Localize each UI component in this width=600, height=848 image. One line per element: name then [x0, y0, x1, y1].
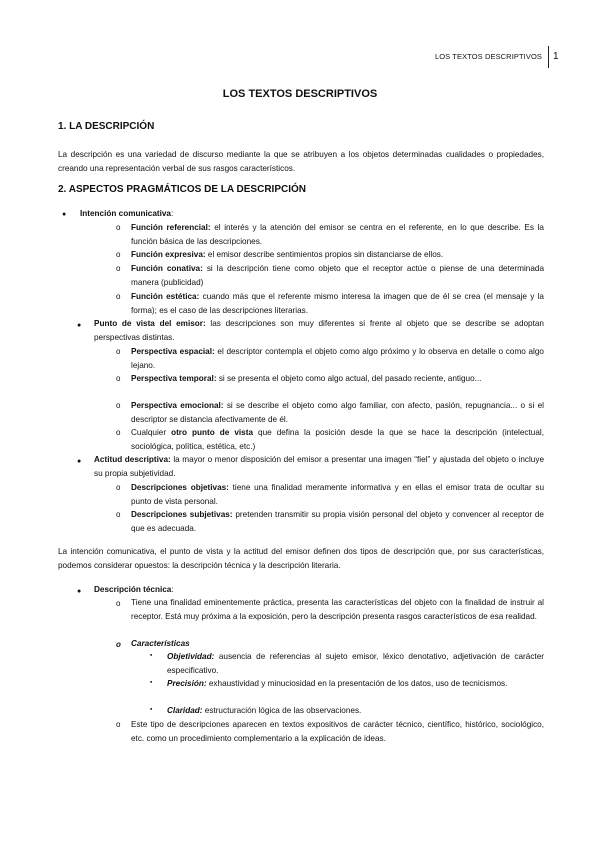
circle-bullet-icon: o — [116, 223, 121, 232]
tecnica-finalidad: Tiene una finalidad eminentemente práctica, presenta las características del objeto con la finalidad de instruir al receptor. Está muy próxima a la exposición, pero la descripción presenta rasgos característicos de esa realidad. — [131, 598, 544, 621]
circle-bullet-icon: o — [116, 374, 121, 383]
actitud-descriptiva: Actitud descriptiva: la mayor o menor disposición del emisor a presentar una imagen “fiel” y ajustada del objeto o incluye su propia subjetividad. — [94, 455, 544, 478]
circle-bullet-icon: o — [116, 347, 121, 356]
header-divider — [548, 46, 549, 68]
perspectiva-temporal: Perspectiva temporal: si se presenta el objeto como algo actual, del pasado reciente, antiguo... — [131, 374, 482, 383]
otro-punto-de-vista: Cualquier otro punto de vista que defina la posición desde la que se hace la descripción (intelectual, sociológica, política, estética, etc.) — [131, 428, 545, 451]
bullet-icon: ● — [77, 588, 82, 595]
punto-de-vista: Punto de vista del emisor: las descripciones son muy diferentes si frente al objeto que se describe se adoptan perspectivas distintas. — [94, 319, 544, 342]
section-2-heading: 2. ASPECTOS PRAGMÁTICOS DE LA DESCRIPCIÓN — [58, 184, 306, 195]
circle-bullet-icon: o — [116, 428, 121, 437]
descripciones-subjetivas: Descripciones subjetivas: pretenden transmitir su propia visión personal del objeto y convencer al receptor de que es adecuada. — [131, 510, 544, 533]
caracteristica-objetividad: Objetividad: ausencia de referencias al sujeto emisor, léxico denotativo, adjetivación de carácter especificativo. — [167, 652, 544, 675]
section-1-heading: 1. LA DESCRIPCIÓN — [58, 121, 155, 132]
running-header: LOS TEXTOS DESCRIPTIVOS — [434, 52, 542, 61]
funcion-referencial: Función referencial: el interés y la atención del emisor se centra en el referente, en lo que describe. Es la función básica de las descripciones. — [131, 223, 544, 246]
circle-bullet-icon: o — [116, 483, 121, 492]
circle-bullet-icon: o — [116, 640, 121, 649]
tecnica-textos-expositivos: Este tipo de descripciones aparecen en textos expositivos de carácter técnico, científico, histórico, sociológico, etc. como un procedimiento complementario a la explicación de ideas. — [131, 720, 544, 743]
circle-bullet-icon: o — [116, 599, 121, 608]
square-bullet-icon: ▪ — [150, 679, 153, 686]
page-number: 1 — [553, 51, 559, 62]
square-bullet-icon: ▪ — [150, 706, 153, 713]
bullet-icon: ● — [62, 211, 67, 218]
circle-bullet-icon: o — [116, 264, 121, 273]
caracteristicas-heading: Características — [131, 639, 190, 648]
circle-bullet-icon: o — [116, 720, 121, 729]
caracteristica-claridad: Claridad: estructuración lógica de las observaciones. — [167, 706, 362, 715]
circle-bullet-icon: o — [116, 250, 121, 259]
square-bullet-icon: ▪ — [150, 652, 153, 659]
funcion-estetica: Función estética: cuando más que el referente mismo interesa la imagen que de él se crea (el mensaje y la forma); es el caso de las descripciones literarias. — [131, 292, 544, 315]
perspectiva-emocional: Perspectiva emocional: si se describe el objeto como algo familiar, con afecto, pasión, repugnancia... o si el descriptor se distancia afectivamente de él. — [131, 401, 544, 424]
descripciones-objetivas: Descripciones objetivas: tiene una finalidad meramente informativa y en ellas el emisor trata de ocultar su punto de vista personal. — [131, 483, 545, 506]
circle-bullet-icon: o — [116, 401, 121, 410]
bullet-icon: ● — [77, 458, 82, 465]
section-1-paragraph: La descripción es una variedad de discurso mediante la que se atribuyen a los objetos determinadas cualidades o propiedades, creando una representación verbal de sus rasgos característicos. — [58, 150, 544, 173]
document-title: LOS TEXTOS DESCRIPTIVOS — [222, 88, 378, 100]
descripcion-tecnica-heading: Descripción técnica: — [94, 585, 174, 594]
funcion-expresiva: Función expresiva: el emisor describe sentimientos propios sin distanciarse de ellos. — [131, 250, 444, 259]
caracteristica-precision: Precisión: exhaustividad y minuciosidad en la presentación de los datos, uso de tecnicismos. — [167, 679, 508, 688]
funcion-conativa: Función conativa: si la descripción tiene como objeto que el receptor actúe o piense de una determinada manera (publicidad) — [131, 264, 544, 287]
bullet-icon: ● — [77, 322, 82, 329]
intencion-heading: Intención comunicativa: — [80, 209, 174, 218]
perspectiva-espacial: Perspectiva espacial: el descriptor contempla el objeto como algo próximo y lo observa en detalle o como algo lejano. — [131, 347, 544, 370]
section-2-paragraph: La intención comunicativa, el punto de vista y la actitud del emisor definen dos tipos de descripción que, por sus características, podemos considerar opuestos: la descripción técnica y la descripción literaria. — [58, 547, 544, 570]
circle-bullet-icon: o — [116, 510, 121, 519]
circle-bullet-icon: o — [116, 292, 121, 301]
